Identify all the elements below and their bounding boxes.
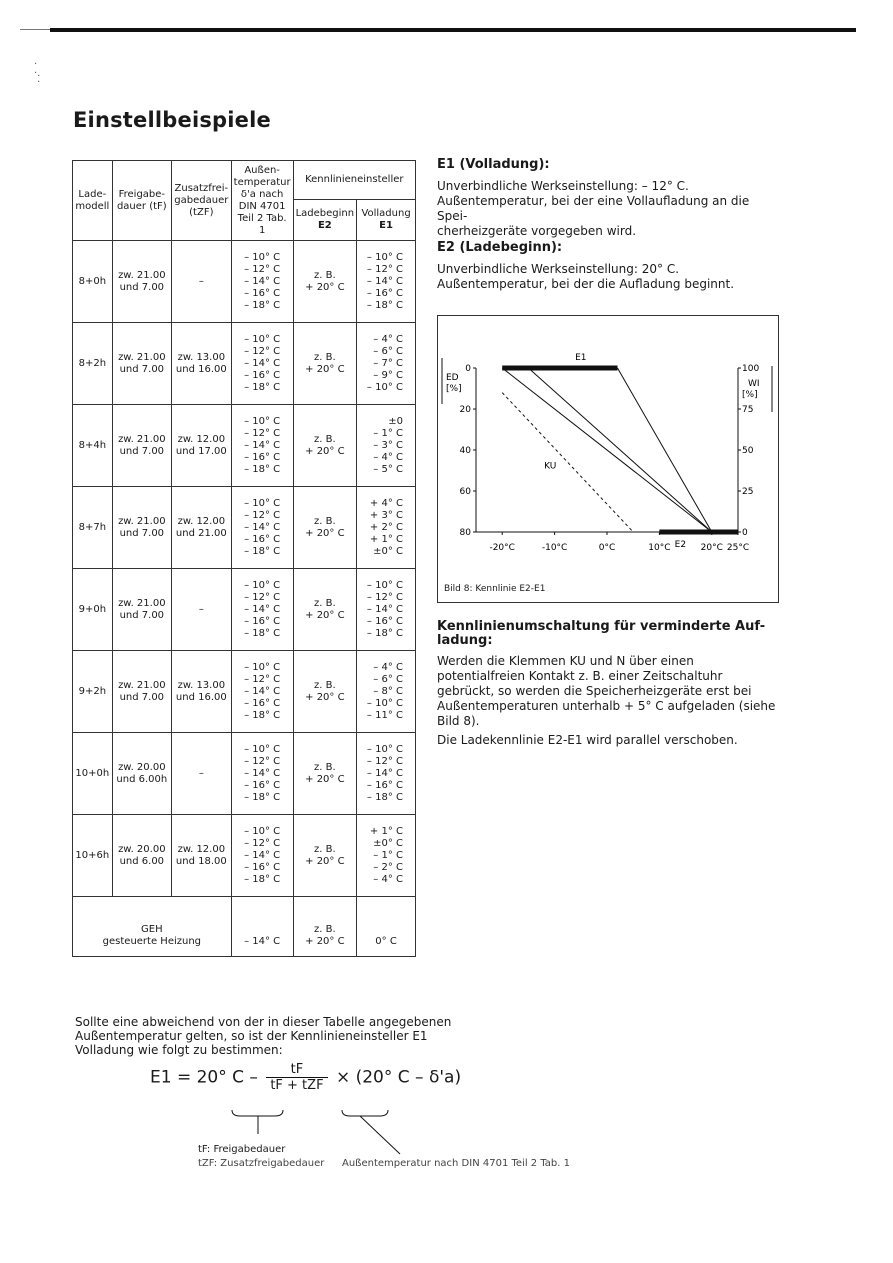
- cell-ladebeginn: z. B. + 20° C: [293, 487, 357, 569]
- kennlinie-chart: [438, 316, 778, 602]
- cell-ladebeginn: z. B. + 20° C: [293, 569, 357, 651]
- table-body: [73, 241, 416, 897]
- cell-aussentemperatur: – 10° C – 12° C – 14° C – 16° C – 18° C: [231, 405, 293, 487]
- figure-caption: Bild 8: Kennlinie E2-E1: [444, 584, 546, 594]
- right-tick-label: 50: [742, 446, 754, 456]
- scan-specks: · ·. ·: [34, 59, 41, 88]
- right-tick-label: 75: [742, 405, 754, 415]
- e2-text: Unverbindliche Werkseinstellung: 20° C. Außentemperatur, bei der die Aufladung beginnt.: [437, 262, 735, 291]
- cell-ladebeginn: z. B. + 20° C: [293, 241, 357, 323]
- cell-ladebeginn: z. B. + 20° C: [293, 651, 357, 733]
- header-ladebeginn-code: E2: [317, 220, 332, 231]
- e1-heading: E1 (Volladung):: [437, 157, 550, 172]
- e2-section: [437, 240, 782, 292]
- formula-lhs: E1 = 20° C –: [150, 1067, 258, 1088]
- e2-heading: E2 (Ladebeginn):: [437, 240, 563, 255]
- table-row: [73, 405, 416, 487]
- series-line: [502, 368, 712, 532]
- left-tick-label: 20: [459, 405, 471, 415]
- cell-freigabedauer: zw. 21.00 und 7.00: [112, 323, 171, 405]
- cell-freigabedauer: zw. 21.00 und 7.00: [112, 241, 171, 323]
- legend-zusatzfreigabe: tZF: Zusatzfreigabedauer: [198, 1158, 325, 1169]
- table-row: [73, 815, 416, 897]
- legend-freigabedauer: tF: Freigabedauer: [198, 1144, 286, 1155]
- cell-lademodell: 8+7h: [73, 487, 113, 569]
- left-axis-title: ED: [446, 373, 459, 383]
- cell-volladung: – 10° C – 12° C – 14° C – 16° C – 18° C: [357, 241, 416, 323]
- cell-ladebeginn: z. B. + 20° C: [293, 405, 357, 487]
- cell-zusatzfreigabe: zw. 12.00 und 17.00: [171, 405, 231, 487]
- series-line: [617, 368, 711, 532]
- left-tick-label: 0: [465, 364, 471, 374]
- cell-zusatzfreigabe: –: [171, 241, 231, 323]
- cell-volladung: + 4° C + 3° C + 2° C + 1° C ±0° C: [357, 487, 416, 569]
- kennlinien-text1: Werden die Klemmen KU und N über einen potentialfreien Kontakt z. B. einer Zeitschaltuhr gebrückt, so werden die Speicherheizgeräte erst bei Außentemperaturen unterhalb + 5° C aufgeladen (siehe Bild 8).: [437, 654, 776, 728]
- formula-numerator: tF: [266, 1062, 327, 1078]
- kennlinien-text2: Die Ladekennlinie E2-E1 wird parallel verschoben.: [437, 733, 738, 747]
- cell-aussentemperatur: – 10° C – 12° C – 14° C – 16° C – 18° C: [231, 569, 293, 651]
- right-tick-label: 25: [742, 487, 754, 497]
- cell-lademodell: 9+0h: [73, 569, 113, 651]
- formula-fraction: [266, 1062, 327, 1093]
- table-row: [73, 487, 416, 569]
- e1-label: E1: [575, 353, 587, 363]
- x-tick-label: -10°C: [541, 543, 568, 553]
- kennlinien-section: [437, 620, 782, 748]
- bracket-left: [232, 1110, 283, 1116]
- cell-volladung: + 1° C ±0° C – 1° C – 2° C – 4° C: [357, 815, 416, 897]
- cell-aussentemperatur: – 10° C – 12° C – 14° C – 16° C – 18° C: [231, 241, 293, 323]
- cell-zusatzfreigabe: –: [171, 733, 231, 815]
- legend-aussentemperatur: Außentemperatur nach DIN 4701 Teil 2 Tab. 1: [342, 1158, 570, 1169]
- bottom-paragraph: Sollte eine abweichend von der in dieser Tabelle angegebenen Außentemperatur gelten, so ist der Kennlinieneinsteller E1 Volladung wie folgt zu bestimmen:: [75, 1015, 452, 1057]
- x-tick-label: 20°C: [700, 543, 723, 553]
- cell-freigabedauer: zw. 20.00 und 6.00: [112, 815, 171, 897]
- left-tick-label: 40: [459, 446, 471, 456]
- geh-aussen: – 14° C: [231, 897, 293, 957]
- right-tick-label: 0: [742, 528, 748, 538]
- header-lademodell: Lade- modell: [73, 161, 113, 241]
- cell-freigabedauer: zw. 21.00 und 7.00: [112, 405, 171, 487]
- cell-aussentemperatur: – 10° C – 12° C – 14° C – 16° C – 18° C: [231, 733, 293, 815]
- header-ladebeginn: [293, 200, 357, 241]
- cell-aussentemperatur: – 10° C – 12° C – 14° C – 16° C – 18° C: [231, 323, 293, 405]
- cell-lademodell: 9+2h: [73, 651, 113, 733]
- cell-aussentemperatur: – 10° C – 12° C – 14° C – 16° C – 18° C: [231, 487, 293, 569]
- cell-lademodell: 10+0h: [73, 733, 113, 815]
- bracket-right-stem: [360, 1116, 400, 1154]
- cell-volladung: – 4° C – 6° C – 8° C – 10° C – 11° C: [357, 651, 416, 733]
- formula: [150, 1062, 461, 1093]
- e2-label: E2: [674, 540, 687, 550]
- cell-zusatzfreigabe: zw. 13.00 und 16.00: [171, 651, 231, 733]
- cell-aussentemperatur: – 10° C – 12° C – 14° C – 16° C – 18° C: [231, 651, 293, 733]
- cell-lademodell: 8+0h: [73, 241, 113, 323]
- right-axis-title: WI: [748, 379, 760, 389]
- cell-freigabedauer: zw. 20.00 und 6.00h: [112, 733, 171, 815]
- table-row: [73, 651, 416, 733]
- e1-text: Unverbindliche Werkseinstellung: – 12° C. Außentemperatur, bei der eine Vollaufladung an die Spei- cherheizgeräte vorgegeben wird.: [437, 179, 750, 238]
- table-row: [73, 569, 416, 651]
- table-row-geh: [73, 897, 416, 957]
- table-row: [73, 733, 416, 815]
- ku-label: KU: [544, 461, 557, 472]
- cell-zusatzfreigabe: zw. 13.00 und 16.00: [171, 323, 231, 405]
- series-line: [502, 393, 633, 532]
- cell-lademodell: 8+2h: [73, 323, 113, 405]
- header-aussentemperatur: Außen- temperatur δ'a nach DIN 4701 Teil 2 Tab. 1: [231, 161, 293, 241]
- geh-ladebeginn: z. B. + 20° C: [293, 897, 357, 957]
- x-tick-label: 10°C: [648, 543, 671, 553]
- legend-cut-line: [198, 1157, 570, 1169]
- cell-ladebeginn: z. B. + 20° C: [293, 323, 357, 405]
- left-tick-label: 60: [459, 487, 471, 497]
- right-axis-unit: [%]: [742, 390, 758, 400]
- table-header-row: [73, 161, 416, 200]
- cell-aussentemperatur: – 10° C – 12° C – 14° C – 16° C – 18° C: [231, 815, 293, 897]
- formula-legend: [198, 1143, 570, 1169]
- settings-table: [72, 160, 416, 957]
- bracket-right: [342, 1110, 388, 1116]
- header-ladebeginn-label: Ladebeginn: [295, 208, 355, 219]
- cell-freigabedauer: zw. 21.00 und 7.00: [112, 487, 171, 569]
- x-tick-label: 25°C: [726, 543, 750, 553]
- left-axis-unit: [%]: [446, 384, 462, 394]
- cell-zusatzfreigabe: –: [171, 569, 231, 651]
- cell-lademodell: 8+4h: [73, 405, 113, 487]
- cell-volladung: – 10° C – 12° C – 14° C – 16° C – 18° C: [357, 733, 416, 815]
- formula-rhs: × (20° C – δ'a): [335, 1067, 462, 1088]
- cell-zusatzfreigabe: zw. 12.00 und 18.00: [171, 815, 231, 897]
- cell-volladung: – 10° C – 12° C – 14° C – 16° C – 18° C: [357, 569, 416, 651]
- geh-label: GEH gesteuerte Heizung: [73, 897, 232, 957]
- top-rule: [50, 28, 856, 32]
- left-tick-label: 80: [459, 528, 471, 538]
- header-volladung: [357, 200, 416, 241]
- figure-kennlinie: [437, 315, 779, 603]
- cell-freigabedauer: zw. 21.00 und 7.00: [112, 651, 171, 733]
- formula-denominator: tF + tZF: [270, 1078, 324, 1093]
- header-zusatzfreigabe: Zusatzfrei- gabedauer (tZF): [171, 161, 231, 241]
- header-volladung-label: Volladung: [361, 208, 411, 219]
- cell-volladung: ±0 – 1° C – 3° C – 4° C – 5° C: [357, 405, 416, 487]
- header-volladung-code: E1: [379, 220, 393, 231]
- cell-volladung: – 4° C – 6° C – 7° C – 9° C – 10° C: [357, 323, 416, 405]
- e1-section: [437, 157, 782, 239]
- cell-lademodell: 10+6h: [73, 815, 113, 897]
- geh-volladung: 0° C: [357, 897, 416, 957]
- cell-ladebeginn: z. B. + 20° C: [293, 815, 357, 897]
- cell-freigabedauer: zw. 21.00 und 7.00: [112, 569, 171, 651]
- kennlinien-heading: Kennlinienumschaltung für verminderte Auf- ladung:: [437, 619, 766, 648]
- right-tick-label: 100: [742, 364, 760, 374]
- x-tick-label: 0°C: [598, 543, 616, 553]
- cell-ladebeginn: z. B. + 20° C: [293, 733, 357, 815]
- table-row: [73, 323, 416, 405]
- x-tick-label: -20°C: [489, 543, 515, 553]
- page-title: Einstellbeispiele: [73, 108, 271, 132]
- header-freigabedauer: Freigabe- dauer (tF): [112, 161, 171, 241]
- header-kennlinieneinsteller: Kennlinieneinsteller: [293, 161, 415, 200]
- cell-zusatzfreigabe: zw. 12.00 und 21.00: [171, 487, 231, 569]
- top-rule-thin: [20, 29, 50, 30]
- table-row: [73, 241, 416, 323]
